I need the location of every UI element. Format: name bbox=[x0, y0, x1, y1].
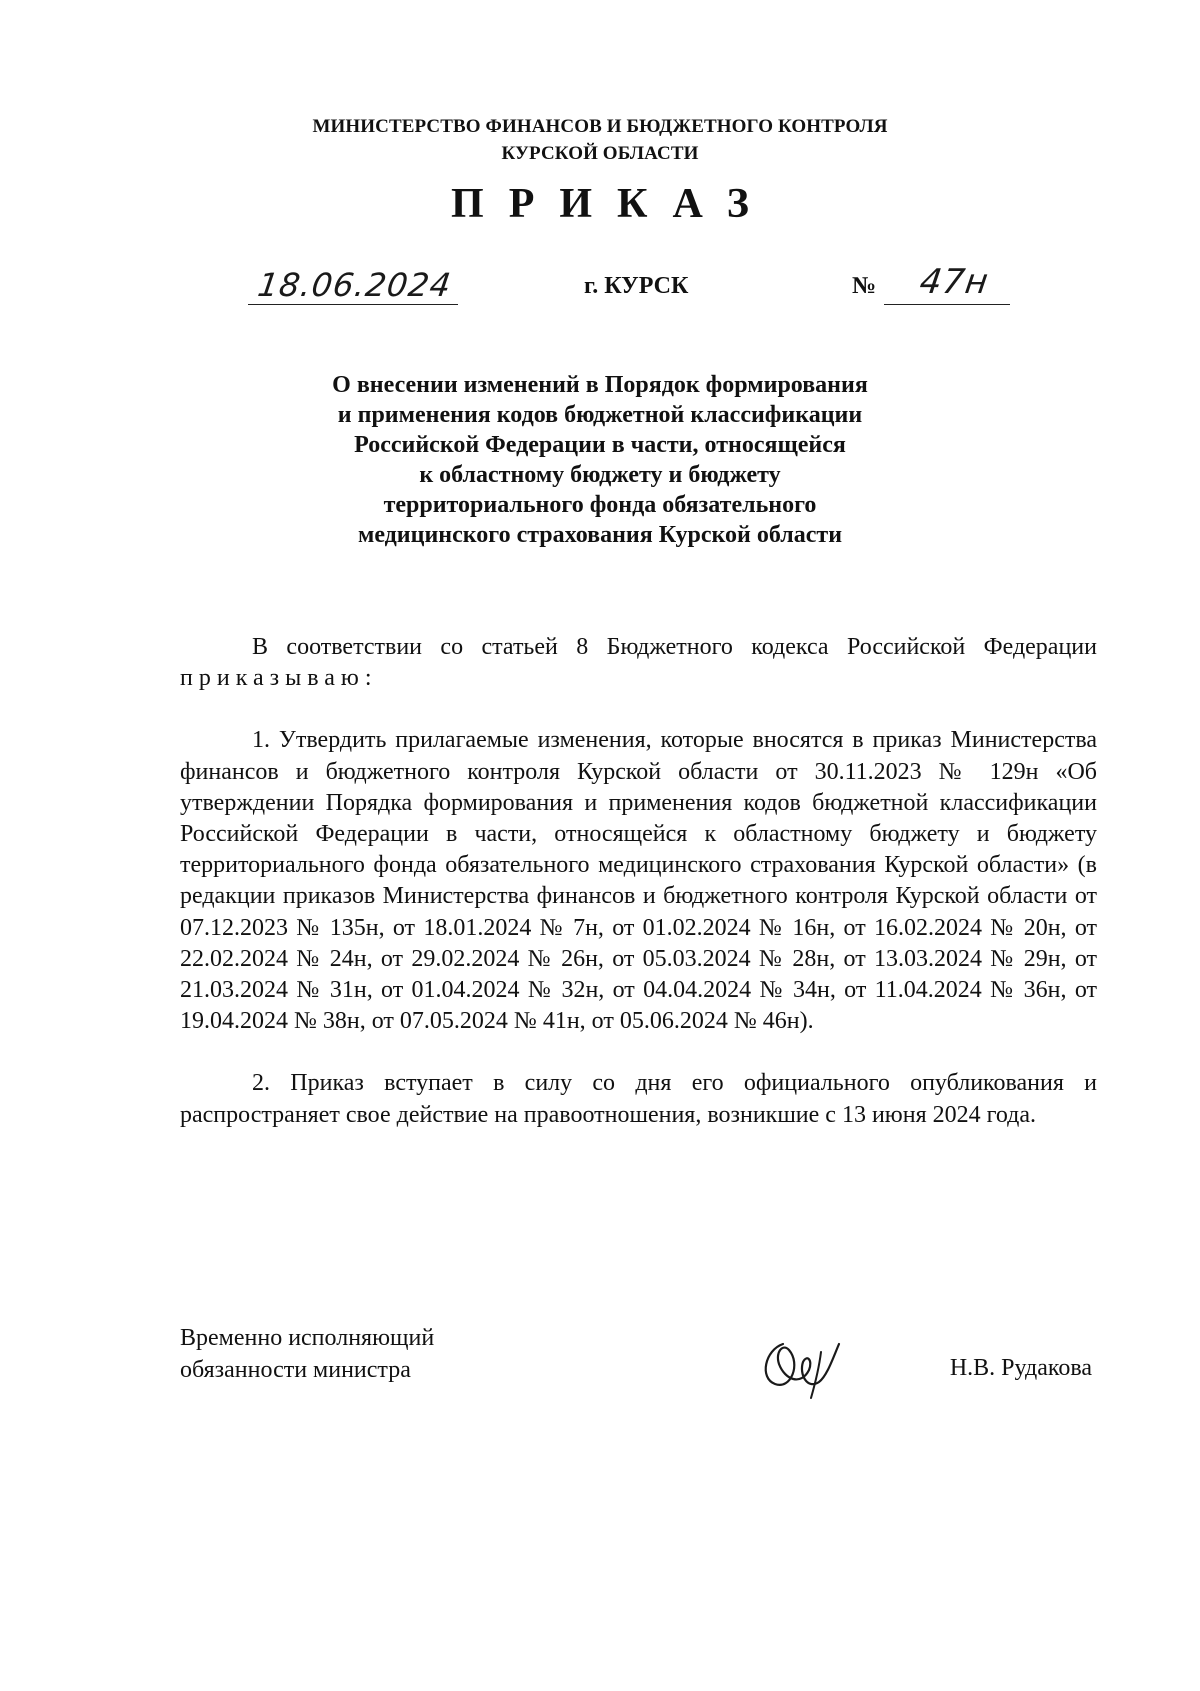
number-sign: № bbox=[852, 273, 877, 299]
handwritten-number: 47н bbox=[917, 262, 992, 302]
signatory-title-line1: Временно исполняющий bbox=[180, 1325, 435, 1351]
handwritten-date: 18.06.2024 bbox=[255, 266, 454, 304]
handwritten-signature bbox=[755, 1330, 850, 1400]
order-body bbox=[180, 632, 1097, 1131]
subject-line: медицинского страхования Курской области bbox=[357, 522, 843, 548]
date-field bbox=[248, 266, 458, 305]
subject-line: О внесении изменений в Порядок формирования bbox=[332, 372, 868, 398]
order-subject bbox=[0, 370, 1200, 550]
ministry-header bbox=[0, 113, 1200, 167]
order-meta-row bbox=[0, 258, 1200, 318]
order-title: ПРИКАЗ bbox=[451, 181, 774, 227]
intro-paragraph bbox=[180, 632, 1097, 694]
subject-line: и применения кодов бюджетной классификации bbox=[337, 402, 863, 428]
signatory-title bbox=[180, 1322, 434, 1386]
signatory-title-line2: обязанности министра bbox=[180, 1357, 411, 1383]
subject-line: к областному бюджету и бюджету bbox=[419, 462, 781, 488]
subject-line: Российской Федерации в части, относящейся bbox=[354, 432, 846, 458]
intro-text: В соответствии со статьей 8 Бюджетного кодекса Российской Федерации bbox=[252, 634, 1097, 660]
item-1-paragraph: 1. Утвердить прилагаемые изменения, которые вносятся в приказ Министерства финансов и бюджетного контроля Курской области от 30.11.2023 № 129н «Об утверждении Порядка формирования и применения кодов бюджетной классификации Российской Федерации в части, относящейся к областному бюджету и бюджету территориального фонда обязательного медицинского страхования Курской области» (в редакции приказов Министерства финансов и бюджетного контроля Курской области от 07.12.2023 № 135н, от 18.01.2024 № 7н, от 01.02.2024 № 16н, от 16.02.2024 № 20н, от 22.02.2024 № 24н, от 29.02.2024 № 26н, от 05.03.2024 № 28н, от 13.03.2024 № 29н, от 21.03.2024 № 31н, от 01.04.2024 № 32н, от 04.04.2024 № 34н, от 11.04.2024 № 36н, от 19.04.2024 № 38н, от 07.05.2024 № 41н, от 05.06.2024 № 46н). bbox=[180, 727, 1097, 1035]
city-label: г. КУРСК bbox=[584, 273, 689, 299]
number-field bbox=[884, 262, 1010, 305]
subject-line: территориального фонда обязательного bbox=[383, 492, 817, 518]
ministry-name-line2: КУРСКОЙ ОБЛАСТИ bbox=[501, 143, 699, 164]
signatory-name: Н.В. Рудакова bbox=[949, 1355, 1092, 1381]
item-2-paragraph: 2. Приказ вступает в силу со дня его официального опубликования и распространяет свое действие на правоотношения, возникшие с 13 июня 2024 года. bbox=[180, 1070, 1097, 1128]
signature-block bbox=[180, 1322, 1100, 1402]
ministry-name-line1: МИНИСТЕРСТВО ФИНАНСОВ И БЮДЖЕТНОГО КОНТРОЛЯ bbox=[312, 116, 888, 137]
order-verb: приказываю: bbox=[180, 665, 378, 692]
